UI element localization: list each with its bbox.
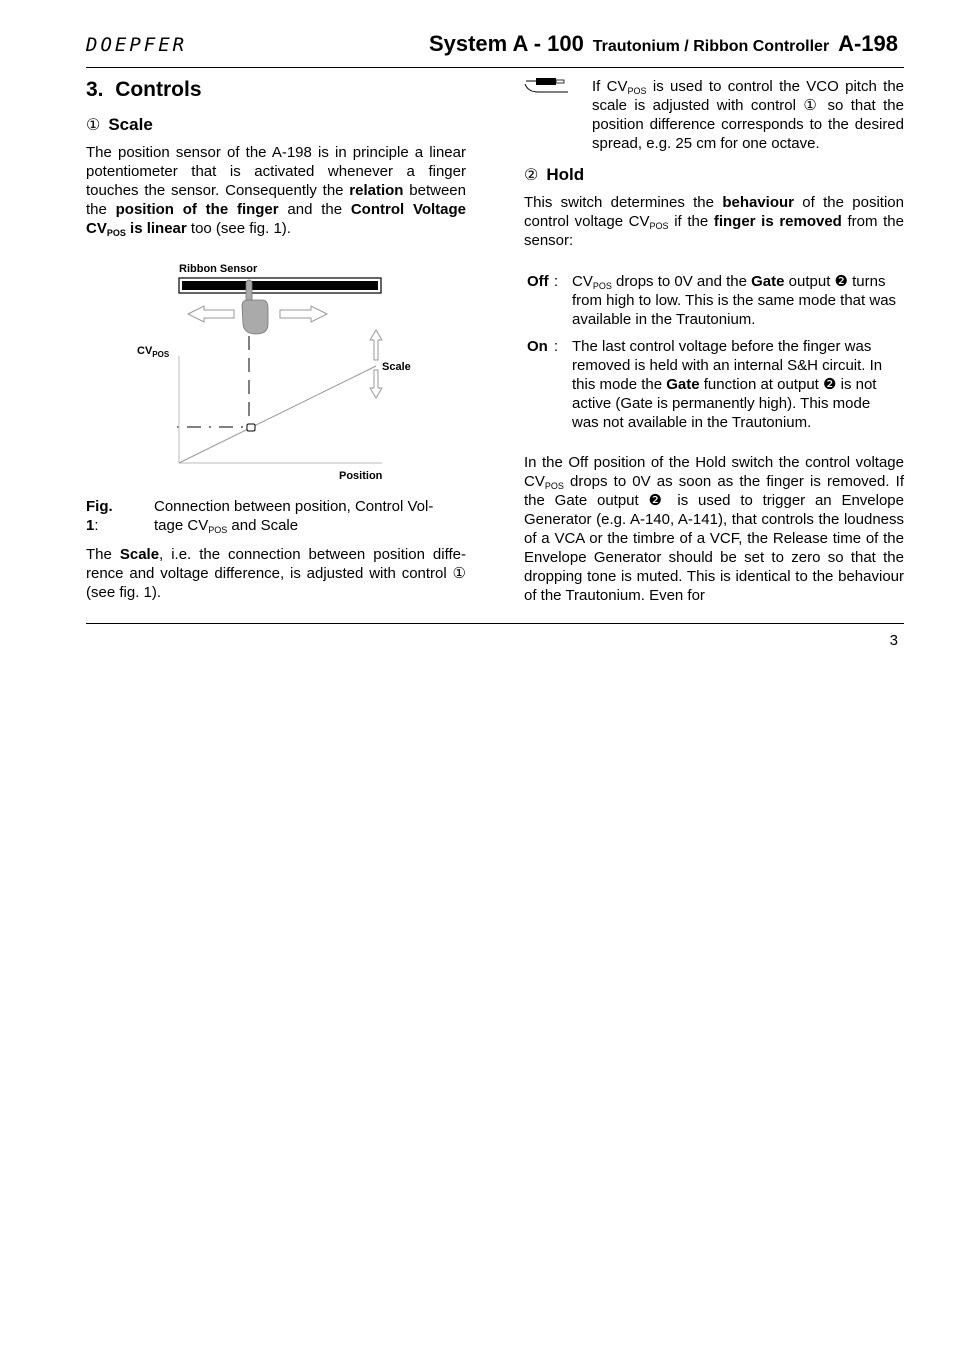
- off-colon: :: [554, 273, 559, 290]
- scale-figure-label: [382, 357, 411, 375]
- scale-title: Scale: [108, 115, 153, 134]
- scale-up-arrow-icon: [370, 330, 382, 360]
- text-run-bold: is linear: [125, 220, 187, 237]
- text-run-bold: position of the finger: [115, 201, 279, 218]
- subscript: POS: [627, 86, 647, 96]
- figure-1-diagram: [130, 270, 420, 470]
- model-title: A-198: [838, 31, 898, 56]
- product-title: Trautonium / Ribbon Controller: [592, 38, 830, 55]
- hold-title: Hold: [546, 165, 585, 184]
- hold-off-definition: [527, 272, 904, 332]
- text-run: is used to control the VCO pitch the scale is adjusted with control ① so that the position difference corresponds to the desired spread, e.g. 25 cm for one octave.: [592, 78, 905, 152]
- section-number: 3.: [86, 78, 104, 101]
- text-run: if the: [668, 213, 714, 230]
- fig-colon: :: [94, 517, 99, 534]
- text-run: and Scale: [227, 517, 299, 534]
- text-run: The position sensor of the A-198 is in principle a linear potentiometer that is activated whenever a finger touches the sensor. Consequently the: [86, 144, 466, 199]
- hold-heading: [524, 165, 584, 185]
- hold-on-definition: [527, 337, 904, 437]
- page-header-title: [429, 31, 898, 57]
- text-run: The: [86, 546, 120, 563]
- scale-text: Scale: [382, 361, 411, 373]
- fig-label: Fig. 1: [86, 498, 113, 534]
- hold-paragraph-1: [524, 193, 904, 250]
- text-run: drops to 0V and the: [611, 273, 752, 290]
- footer-rule: [86, 623, 904, 624]
- text-run-bold: Scale: [119, 546, 160, 563]
- text-run-bold: Control Voltage CV: [86, 201, 467, 237]
- text-run: and the: [278, 201, 351, 218]
- header-rule: [86, 67, 904, 68]
- subscript: POS: [544, 481, 564, 491]
- scale-line: [179, 366, 376, 463]
- text-run: of the position control voltage CV: [524, 194, 904, 230]
- text-run-bold: finger is removed: [713, 213, 842, 230]
- text-run: The last control voltage before the finger was removed is held with an internal S&H circuit. In this mode the: [572, 338, 883, 393]
- off-description: [572, 272, 899, 329]
- right-arrow-icon: [280, 306, 327, 322]
- text-run: too (see fig. 1).: [186, 220, 291, 237]
- plug-tip: [556, 80, 564, 83]
- text-run: In the Off position of the Hold switch the control voltage CV: [524, 454, 904, 490]
- off-term: Off: [527, 273, 549, 290]
- text-run: This switch determines the: [524, 194, 723, 211]
- doepfer-logo: DOEPFER: [86, 34, 188, 56]
- control-1-symbol: ①: [86, 117, 101, 134]
- on-colon: :: [554, 338, 559, 355]
- text-run: between the: [86, 182, 466, 218]
- scale-paragraph-1: [86, 143, 466, 238]
- cv-text: CV: [137, 345, 153, 357]
- text-run: drops to 0V as soon as the finger is removed. If the Gate output ❷ is used to trigger an Envelope Generator (e.g. A-140, A-141), that controls the loudness of a VCA or the timbre of a VCF, the Release time of the Envelope Generator should be set to zero so that the dropping tone is muted. This is identical to the behaviour of the Trautonium. Even for: [524, 473, 904, 604]
- subscript: POS: [106, 228, 126, 238]
- text-run: from the sensor:: [524, 213, 904, 249]
- figure-caption-text: [154, 497, 456, 535]
- cable-path: [525, 84, 568, 92]
- operating-point-marker: [247, 424, 255, 431]
- text-run-bold: Gate: [751, 273, 785, 290]
- patch-cable-icon: [522, 74, 572, 98]
- text-run: function at output ❷ is not active (Gate is permanently high). This mode was not available in the Trautonium.: [572, 376, 877, 431]
- control-2-symbol: ②: [524, 167, 539, 184]
- text-run: If CV: [592, 78, 628, 95]
- left-arrow-icon: [188, 306, 234, 322]
- section-title: Controls: [115, 78, 202, 101]
- on-description: [572, 337, 899, 432]
- position-text: Position: [339, 470, 383, 482]
- on-term: On: [527, 338, 548, 355]
- hold-paragraph-2: [524, 453, 904, 605]
- subscript: POS: [649, 221, 669, 231]
- position-axis-label: [339, 466, 382, 484]
- text-run: , i.e. the connection between position diffe-rence and voltage difference, is adjusted with control ① (see fig. 1).: [86, 546, 467, 601]
- scale-down-arrow-icon: [370, 370, 382, 398]
- page-number: 3: [889, 632, 898, 649]
- cv-pos-axis-label: [137, 341, 169, 359]
- subscript: POS: [592, 281, 612, 291]
- ribbon-strip: [182, 281, 378, 290]
- scale-heading: [86, 115, 153, 135]
- text-run: CV: [572, 273, 593, 290]
- text-run-bold: relation: [349, 182, 404, 199]
- text-run-bold: Gate: [666, 376, 700, 393]
- ribbon-sensor-text: Ribbon Sensor: [179, 263, 258, 275]
- text-run: Connection between position, Control Vol-tage CV: [154, 498, 434, 534]
- figure-caption-label: [86, 497, 126, 535]
- text-run: output ❷ turns from high to low. This is the same mode that was available in the Trautonium.: [572, 273, 897, 328]
- section-heading: [86, 78, 202, 102]
- cv-subscript: POS: [152, 350, 170, 359]
- text-run-bold: behaviour: [722, 194, 794, 211]
- subscript: POS: [208, 525, 228, 535]
- system-title: System A - 100: [428, 31, 584, 56]
- vco-note-paragraph: [592, 77, 904, 153]
- plug-body: [536, 78, 556, 85]
- scale-paragraph-2: [86, 545, 466, 602]
